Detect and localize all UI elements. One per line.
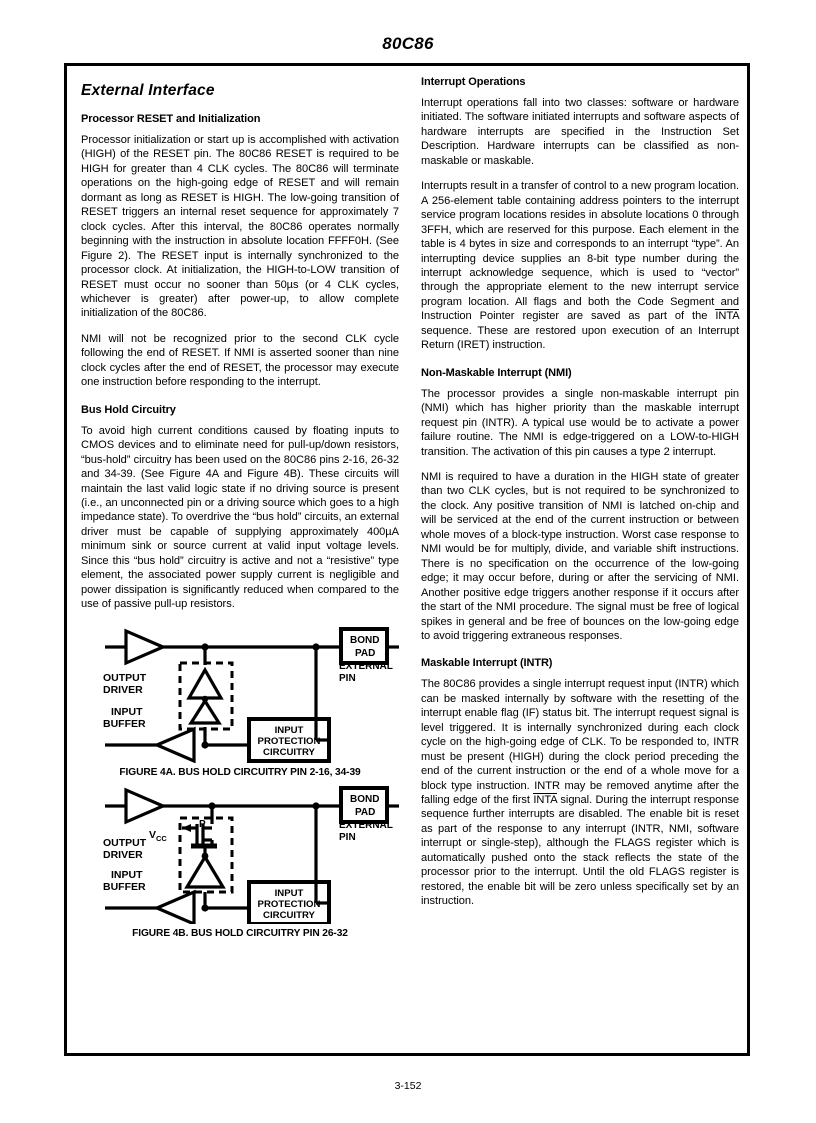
label-input-buffer-line2: BUFFER [103, 880, 146, 893]
paragraph-interrupt-1: Interrupt operations fall into two classes: software or hardware initiated. The software initiated interrupts and software aspects of hardware interrupts are specified in the Instruction Set Description. Hardware interrupts can be classified as non-maskable or maskable. [421, 97, 739, 167]
inverter-lower [191, 701, 219, 723]
paragraph-nmi-1: The processor provides a single non-maskable interrupt pin (NMI) which has higher priority than the maskable interrupt request pin (INTR). A typical use would be to activate a power failure routine. The NMI is edge-triggered on a LOW-to-HIGH transition. The activation of this pin causes a type 2 interrupt. [421, 387, 739, 458]
signal-inta-overline: INTA [715, 310, 739, 323]
label-output-driver-line2: DRIVER [103, 683, 143, 696]
label-output-driver-line1: OUTPUT [103, 836, 147, 849]
right-column [421, 76, 739, 1043]
inverter-upper [189, 670, 221, 698]
figure-4a [81, 623, 399, 778]
page-footer: 3-152 [394, 1080, 422, 1092]
label-bond-pad-line1: BOND [350, 634, 380, 646]
paragraph-intr-1-part-b: signal. During the interrupt response sequence further interrupts are disabled. The enable bit is reset as part of the response to any interrupt (INTR, NMI, software interrupt or single-step), although the FLAGS register which is automatically pushed onto the stack reflects the state of the processor prior to the interrupt. Until the old FLAGS register is restored, the enable bit will be zero unless specifically set by an instruction. [421, 794, 739, 908]
label-input-buffer-line1: INPUT [111, 868, 143, 881]
page-title: 80C86 [382, 34, 434, 53]
paragraph-interrupt-2-part-b: sequence. These are restored upon execution of an Interrupt Return (IRET) instruction. [421, 324, 739, 352]
label-protection-line1: INPUT [274, 724, 304, 736]
subheading-bus-hold-circuitry: Bus Hold Circuitry [81, 403, 176, 416]
label-external-pin-line2: PIN [339, 672, 356, 684]
paragraph-reset-1: Processor initialization or start up is accomplished with activation (HIGH) of the RESET pin. The 80C86 RESET is required to be HIGH for greater than 4 CLK cycles. The 80C86 will terminate operations on the high-going edge of RESET and will remain dormant as long as RESET is HIGH. The low-going transition of RESET triggers an internal reset sequence for approximately 7 clock cycles. After this interval, the 80C86 operates normally beginning with the instruction in absolute location FFFF0H. (See Figure 2). The RESET input is internally synchronized to the processor clock. At initialization, the HIGH-to-LOW transition of RESET must occur no sooner than 50µs (or 4 CLK cycles, whichever is greater) after power-up, to allow complete initialization of the 80C86. [81, 134, 399, 320]
label-input-buffer-line2: BUFFER [103, 717, 146, 730]
label-bond-pad-line2: PAD [355, 647, 376, 659]
left-column [81, 76, 399, 1043]
content-frame [64, 63, 750, 1056]
paragraph-interrupt-2 [421, 179, 739, 352]
figure-4a-caption: FIGURE 4A. BUS HOLD CIRCUITRY PIN 2-16, 34-39 [119, 766, 361, 778]
figure-4a-diagram [81, 623, 399, 763]
paragraph-intr-1 [421, 677, 739, 908]
section-heading-external-interface: External Interface [81, 82, 215, 99]
label-bond-pad-line2: PAD [355, 806, 376, 818]
label-protection-line3: CIRCUITRY [263, 746, 315, 758]
label-external-pin-line1: EXTERNAL [339, 660, 393, 672]
subheading-non-maskable-interrupt: Non-Maskable Interrupt (NMI) [421, 366, 572, 379]
label-protection-line3: CIRCUITRY [263, 909, 315, 921]
subheading-processor-reset: Processor RESET and Initialization [81, 113, 261, 125]
figure-4b [81, 784, 399, 939]
label-protection-line1: INPUT [274, 887, 304, 899]
figure-4b-diagram [81, 784, 399, 924]
paragraph-nmi-2: NMI is required to have a duration in the HIGH state of greater than two CLK cycles, but is not required to be synchronized to the clock. Any positive transition of NMI is latched on-chip and will be serviced at the end of the current instruction or between whole moves of a block-type instruction. Worst case response to NMI would be for multiply, divide, and variable shift instructions. There is no specification on the occurrence of the low-going edge; it may occur before, during or after the servicing of NMI. Another positive edge triggers another response if it occurs after the start of the NMI procedure. The signal must be free of logical spikes in general and be free of bounces on the low-going edge to avoid triggering extraneous responses. [421, 470, 739, 642]
subheading-interrupt-operations: Interrupt Operations [421, 76, 526, 88]
subheading-maskable-interrupt: Maskable Interrupt (INTR) [421, 657, 553, 670]
label-output-driver-line1: OUTPUT [103, 671, 147, 684]
label-bond-pad-line1: BOND [350, 793, 380, 805]
paragraph-interrupt-2-part-a: Interrupts result in a transfer of control to a new program location. A 256-element table containing address pointers to the interrupt service program locations resides in absolute locations 0 through 3FFH, which are reserved for this purpose. Each element in the table is 4 bytes in size and corresponds to an interrupt “type”. An interrupting device supplies an 8-bit type number during the interrupt acknowledge sequence, which is used to “vector” through the appropriate element to the new interrupt service program location. All flags and both the Code Segment and Instruction Pointer register are saved as part of the [421, 180, 739, 323]
label-output-driver-line2: DRIVER [103, 848, 143, 861]
paragraph-intr-1-part-a: The 80C86 provides a single interrupt request input (INTR) which can be masked internally by software with the resetting of the interrupt enable flag (IF) status bit. The interrupt request signal is level triggered. It is internally synchronized during each clock cycle on the high-going edge of CLK. To be responded to, INTR must be present (HIGH) during the clock period preceding the end of the current instruction or the end of a whole move for a block type instruction. INTR may be removed anytime after the falling edge of the first [421, 678, 739, 807]
label-external-pin-line2: PIN [339, 831, 356, 843]
paragraph-reset-2: NMI will not be recognized prior to the second CLK cycle following the end of RESET. If NMI is asserted sooner than nine clock cycles after the end of RESET, the processor may execute one instruction before responding to the interrupt. [81, 332, 399, 389]
paragraph-bus-hold-1: To avoid high current conditions caused by floating inputs to CMOS devices and to eliminate need for pull-up/down resistors, “bus-hold” circuitry has been used on the 80C86 pins 2-16, 26-32 and 34-39. (See Figure 4A and Figure 4B). These circuits will maintain the last valid logic state if no driving source is present (i.e., an unconnected pin or a driving source which goes to a high impedance state). To overdrive the “bus hold” circuits, an external driver must be capable of supplying approximately 400µA minimum sink or source current at valid input voltage levels. Since this “bus hold” circuitry is active and not a “resistive” type element, the associated power supply current is negligible and power dissipation is significantly reduced when compared to the use of passive pull-up resistors. [81, 424, 399, 611]
label-p-device: P [199, 818, 206, 830]
inverter [187, 857, 223, 887]
label-external-pin-line1: EXTERNAL [339, 819, 393, 831]
label-vcc: $V_{CC}$ [149, 828, 167, 843]
label-input-buffer-line1: INPUT [111, 705, 143, 718]
label-protection-line2: PROTECTION [257, 735, 321, 747]
label-protection-line2: PROTECTION [257, 898, 321, 910]
signal-inta-overline: INTA [533, 794, 557, 807]
figure-4b-caption: FIGURE 4B. BUS HOLD CIRCUITRY PIN 26-32 [132, 927, 348, 939]
